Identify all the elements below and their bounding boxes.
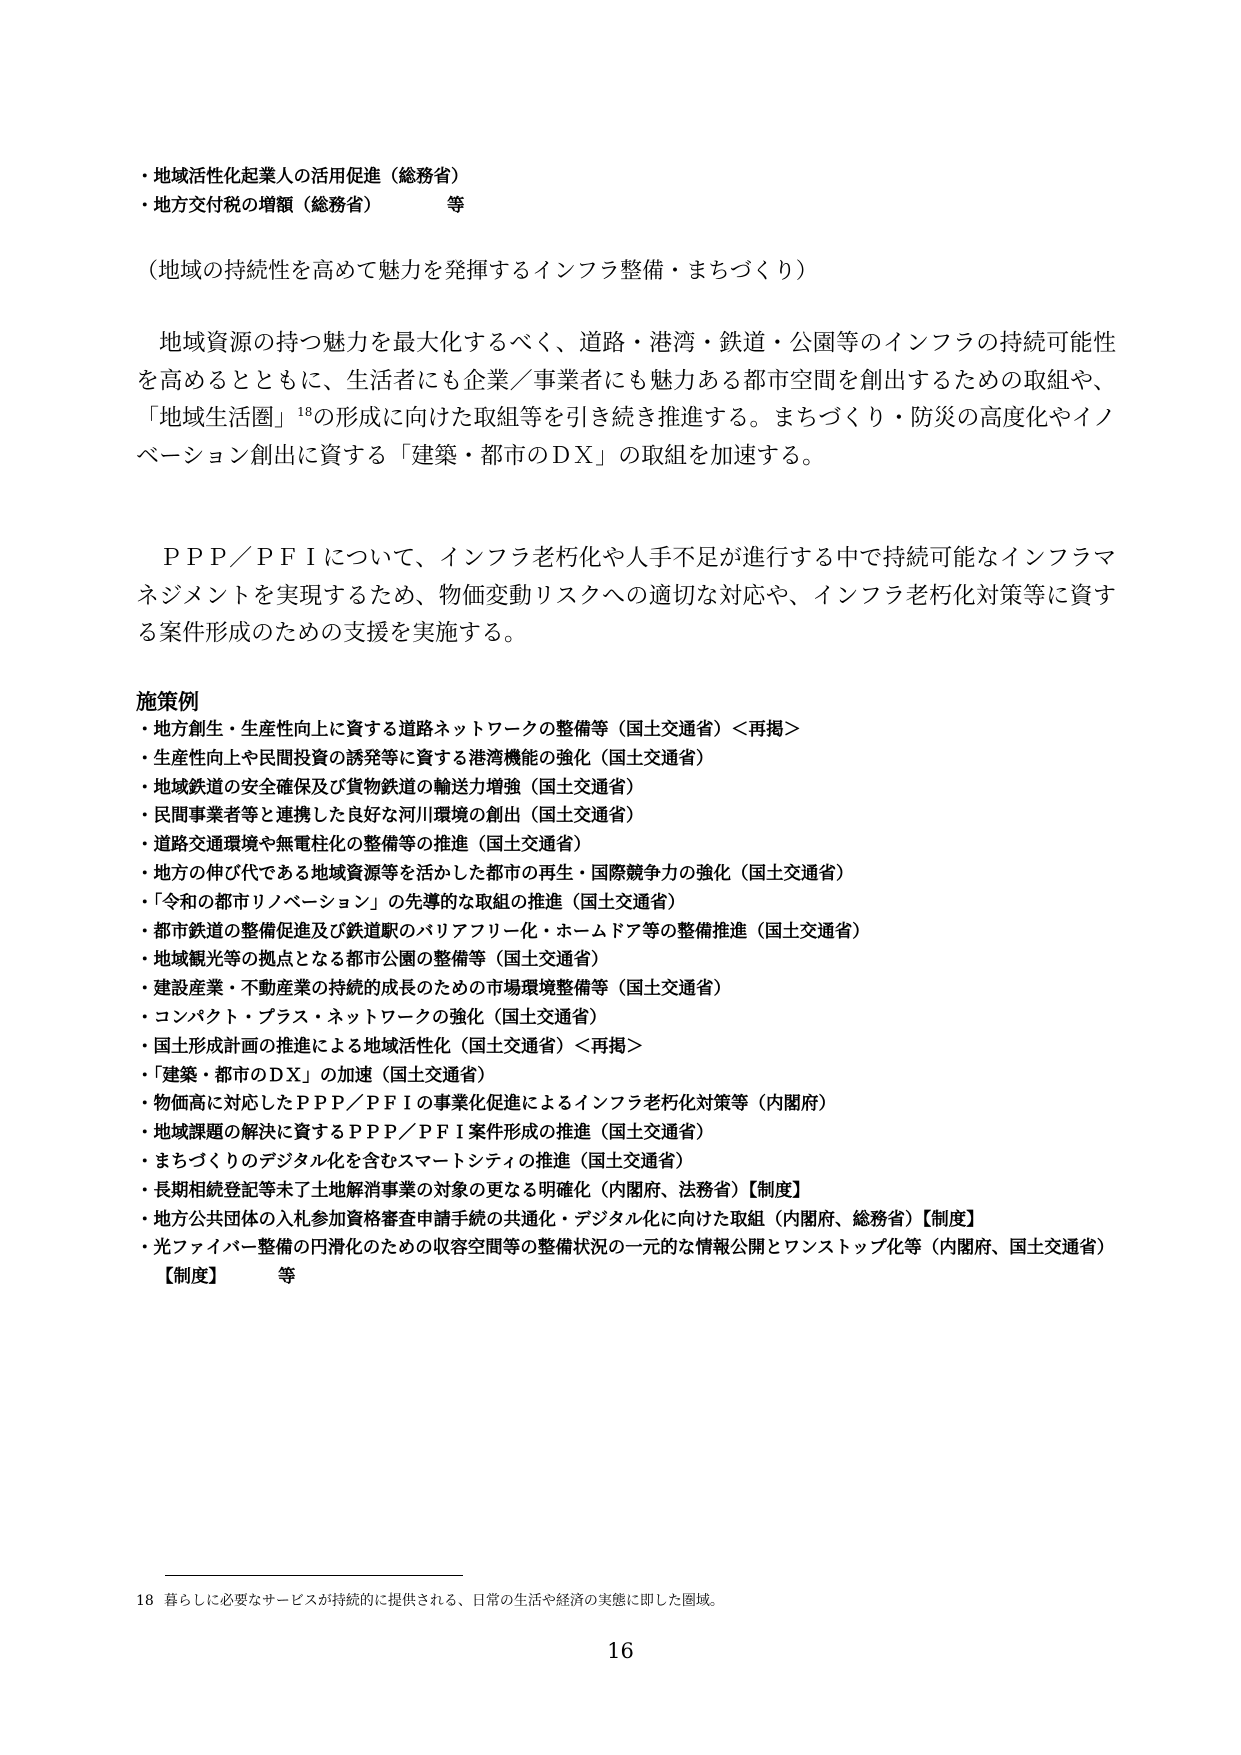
policy-item [136, 1062, 1116, 1091]
bullet-item [136, 163, 1116, 192]
policy-item-text: ・物価高に対応したＰＰＰ／ＰＦＩの事業化促進によるインフラ老朽化対策等（内閣府） [136, 1094, 836, 1115]
policy-item: ・光ファイバー整備の円滑化のための収容空間等の整備状況の一元的な情報公開とワンストップ化等（内閣府、国土交通省）【制度】 等 [136, 1238, 1115, 1288]
footnote-text: 暮らしに必要なサービスが持続的に提供される、日常の生活や経済の実態に即した圏域。 [163, 1593, 724, 1609]
policy-examples-list [136, 716, 1116, 1292]
footnote-reference: 18 [297, 405, 313, 419]
policy-item [136, 716, 1116, 745]
policy-item-text: ・光ファイバー整備の円滑化のための収容空間等の整備状況の一元的な情報公開とワンストップ化等（内閣府、国土交通省）【制度】 [136, 1238, 1115, 1288]
policy-item [136, 860, 1116, 889]
footnote [136, 1590, 724, 1612]
policy-item-text: ・民間事業者等と連携した良好な河川環境の創出（国土交通省） [136, 806, 644, 827]
policy-item [136, 802, 1116, 831]
policy-item [136, 745, 1116, 774]
policy-item [136, 1033, 1116, 1062]
policy-item-text: ・地域観光等の拠点となる都市公園の整備等（国土交通省） [136, 950, 609, 971]
top-bullet-list [136, 163, 1116, 220]
policy-item [136, 1177, 1116, 1206]
section-heading: （地域の持続性を高めて魅力を発揮するインフラ整備・まちづくり） [136, 259, 818, 284]
policy-item [136, 1206, 1116, 1235]
bullet-item [136, 192, 1116, 221]
body-paragraph: ＰＰＰ／ＰＦＩについて、インフラ老朽化や人手不足が進行する中で持続可能なインフラマネジメントを実現するため、物価変動リスクへの適切な対応や、インフラ老朽化対策等に資する案件形成のための支援を実施する。 [136, 545, 1116, 646]
policy-item-text: ・地方創生・生産性向上に資する道路ネットワークの整備等（国土交通省）＜再掲＞ [136, 720, 801, 740]
policy-item [136, 1119, 1116, 1148]
policy-item-text: ・「建築・都市のＤＸ」の加速（国土交通省） [136, 1065, 495, 1086]
policy-item [136, 975, 1116, 1004]
footnote-divider [165, 1575, 463, 1576]
policy-item-text: ・生産性向上や民間投資の誘発等に資する港湾機能の強化（国土交通省） [136, 748, 714, 769]
policy-item [136, 1148, 1116, 1177]
policy-item-text: ・都市鉄道の整備促進及び鉄道駅のバリアフリー化・ホームドア等の整備推進（国土交通省） [136, 921, 870, 942]
policy-item [136, 774, 1116, 803]
policy-item-text: ・地域鉄道の安全確保及び貨物鉄道の輸送力増強（国土交通省） [136, 777, 644, 798]
policy-item [136, 918, 1116, 947]
page-number: 16 [607, 1639, 634, 1663]
policy-item-text: ・国土形成計画の推進による地域活性化（国土交通省）＜再掲＞ [136, 1036, 644, 1057]
paragraph-text: の形成に向けた取組等を引き続き推進する。まちづくり・防災の高度化やイノベーション創出に資する「建築・都市のＤＸ」の取組を加速する。 [136, 405, 1117, 469]
policy-item [136, 1004, 1116, 1033]
policy-item [136, 889, 1116, 918]
policy-item-text: ・地方の伸び代である地域資源等を活かした都市の再生・国際競争力の強化（国土交通省） [136, 863, 854, 884]
paragraph-text: 地域資源の持つ魅力を最大化するべく、道路・港湾・鉄道・公園等のインフラの持続可能性を高めるとともに、生活者にも企業／事業者にも魅力ある都市空間を創出するための取組や、「地域生活圏」 [136, 330, 1116, 431]
policy-item-text: ・地域課題の解決に資するＰＰＰ／ＰＦＩ案件形成の推進（国土交通省） [136, 1123, 714, 1144]
policy-item-text: ・コンパクト・プラス・ネットワークの強化（国土交通省） [136, 1007, 607, 1028]
policy-item-text: ・「令和の都市リノベーション」の先導的な取組の推進（国土交通省） [136, 892, 686, 913]
policy-item-text: ・長期相続登記等未了土地解消事業の対象の更なる明確化（内閣府、法務省）【制度】 [136, 1180, 810, 1201]
policy-item [136, 1090, 1116, 1119]
footnote-number: 18 [136, 1593, 154, 1609]
policy-item [136, 831, 1116, 860]
policy-item-text: ・地方公共団体の入札参加資格審査申請手続の共通化・デジタル化に向けた取組（内閣府、総務省）【制度】 [136, 1209, 984, 1230]
body-paragraph [136, 325, 1116, 475]
bullet-text: ・地方交付税の増額（総務省） [136, 195, 381, 216]
policy-item-text: ・道路交通環境や無電柱化の整備等の推進（国土交通省） [136, 835, 591, 856]
policy-item-text: ・建設産業・不動産業の持続的成長のための市場環境整備等（国土交通省） [136, 979, 731, 1000]
bullet-text: ・地域活性化起業人の活用促進（総務省） [136, 167, 469, 187]
bullet-suffix: 等 [447, 195, 465, 216]
policy-item-text: ・まちづくりのデジタル化を含むスマートシティの推進（国土交通省） [136, 1151, 694, 1172]
policy-item [136, 946, 1116, 975]
policy-examples-heading: 施策例 [136, 690, 199, 714]
